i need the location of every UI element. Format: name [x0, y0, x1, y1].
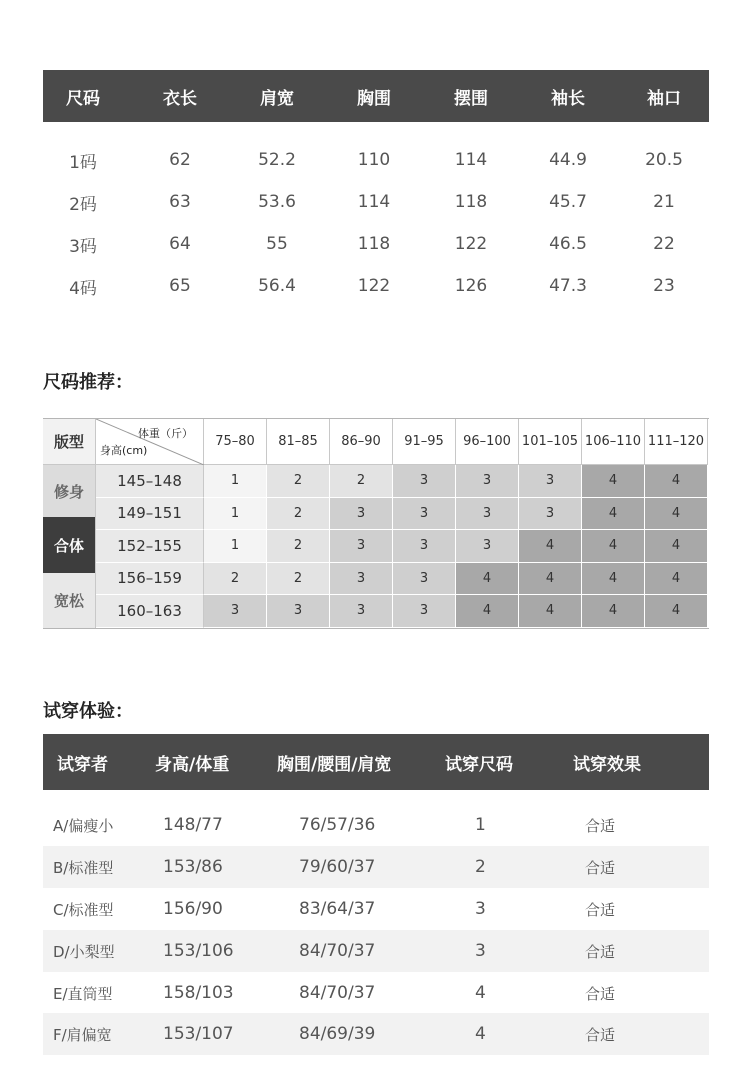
- tryon-table-header: [43, 734, 709, 790]
- height-range-label: 160–163: [96, 595, 204, 628]
- tryon-cell: 76/57/36: [299, 815, 376, 835]
- recommended-size-cell: 4: [645, 595, 708, 628]
- tryon-cell: 79/60/37: [299, 857, 376, 877]
- tryon-row: [43, 1013, 709, 1055]
- recommended-size-cell: 4: [519, 595, 582, 628]
- size-cell: 55: [266, 234, 288, 254]
- size-recommendation-grid: [43, 418, 709, 629]
- fit-type-label: 修身: [43, 465, 96, 517]
- size-table-header: [43, 70, 709, 122]
- tryon-cell: D/小梨型: [53, 942, 115, 961]
- size-cell: 53.6: [258, 192, 296, 212]
- recommended-size-cell: 2: [330, 465, 393, 498]
- recommended-size-cell: 3: [330, 595, 393, 628]
- tryon-row: [43, 972, 709, 1014]
- tryon-header-cell: 胸围/腰围/肩宽: [277, 754, 392, 775]
- recommended-size-cell: 3: [330, 498, 393, 531]
- recommended-size-cell: 4: [645, 465, 708, 498]
- recommended-size-cell: 3: [519, 465, 582, 498]
- tryon-cell: 3: [475, 941, 486, 961]
- recommended-size-cell: 3: [393, 465, 456, 498]
- tryon-cell: 153/107: [163, 1024, 234, 1044]
- recommended-size-cell: 3: [204, 595, 267, 628]
- size-cell: 65: [169, 276, 191, 296]
- size-header-cell: 袖长: [551, 88, 585, 109]
- recommended-size-cell: 3: [456, 465, 519, 498]
- recommended-size-cell: 3: [456, 530, 519, 563]
- recommended-size-cell: 3: [519, 498, 582, 531]
- tryon-cell: 153/86: [163, 857, 223, 877]
- recommended-size-cell: 1: [204, 465, 267, 498]
- tryon-cell: F/肩偏宽: [53, 1025, 112, 1044]
- height-range-label: 149–151: [96, 498, 204, 531]
- tryon-cell: 84/69/39: [299, 1024, 376, 1044]
- recommended-size-cell: 3: [393, 530, 456, 563]
- recommended-size-cell: 4: [456, 563, 519, 596]
- tryon-cell: 合适: [585, 900, 616, 919]
- weight-range-header: 106–110: [582, 419, 645, 465]
- size-cell: 110: [357, 150, 391, 170]
- size-cell: 122: [454, 234, 488, 254]
- size-cell: 2码: [69, 194, 97, 215]
- recommended-size-cell: 3: [456, 498, 519, 531]
- size-header-cell: 袖口: [647, 88, 681, 109]
- tryon-cell: B/标准型: [53, 858, 114, 877]
- height-label: 身高(cm): [100, 444, 148, 457]
- recommended-size-cell: 4: [582, 465, 645, 498]
- size-header-cell: 胸围: [357, 88, 391, 109]
- fit-type-label: 合体: [43, 517, 96, 573]
- size-cell: 1码: [69, 152, 97, 173]
- size-row: [43, 139, 709, 181]
- size-row: [43, 223, 709, 265]
- weight-height-corner: [96, 419, 204, 465]
- tryon-cell: A/偏瘦小: [53, 816, 114, 835]
- size-cell: 114: [357, 192, 391, 212]
- size-cell: 47.3: [549, 276, 587, 296]
- height-range-label: 145–148: [96, 465, 204, 498]
- recommended-size-cell: 4: [645, 498, 708, 531]
- recommended-size-cell: 4: [582, 563, 645, 596]
- size-cell: 63: [169, 192, 191, 212]
- recommended-size-cell: 3: [330, 530, 393, 563]
- weight-label: 体重（斤）: [138, 427, 193, 440]
- tryon-cell: 84/70/37: [299, 941, 376, 961]
- tryon-cell: 合适: [585, 942, 616, 961]
- recommended-size-cell: 2: [204, 563, 267, 596]
- tryon-row: [43, 888, 709, 930]
- recommended-size-cell: 4: [519, 530, 582, 563]
- size-header-cell: 尺码: [66, 88, 100, 109]
- recommended-size-cell: 3: [330, 563, 393, 596]
- size-cell: 126: [454, 276, 488, 296]
- tryon-header-cell: 试穿尺码: [445, 754, 513, 775]
- recommended-size-cell: 4: [645, 530, 708, 563]
- size-cell: 4码: [69, 278, 97, 299]
- weight-range-header: 91–95: [393, 419, 456, 465]
- weight-range-header: 101–105: [519, 419, 582, 465]
- height-range-label: 156–159: [96, 563, 204, 596]
- fit-type-label: 宽松: [43, 573, 96, 628]
- size-cell: 20.5: [645, 150, 683, 170]
- tryon-cell: C/标准型: [53, 900, 114, 919]
- size-cell: 64: [169, 234, 191, 254]
- size-cell: 122: [357, 276, 391, 296]
- size-cell: 52.2: [258, 150, 296, 170]
- recommended-size-cell: 1: [204, 530, 267, 563]
- tryon-cell: 148/77: [163, 815, 223, 835]
- recommended-size-cell: 4: [582, 498, 645, 531]
- size-header-cell: 摆围: [454, 88, 488, 109]
- tryon-cell: 3: [475, 899, 486, 919]
- recommended-size-cell: 2: [267, 465, 330, 498]
- weight-range-header: 81–85: [267, 419, 330, 465]
- tryon-cell: E/直筒型: [53, 984, 113, 1003]
- size-cell: 23: [653, 276, 675, 296]
- tryon-row: [43, 804, 709, 846]
- height-range-label: 152–155: [96, 530, 204, 563]
- tryon-cell: 1: [475, 815, 486, 835]
- tryon-header-cell: 身高/体重: [155, 754, 230, 775]
- tryon-cell: 158/103: [163, 983, 234, 1003]
- tryon-cell: 83/64/37: [299, 899, 376, 919]
- tryon-title: 试穿体验：: [43, 701, 133, 722]
- size-cell: 3码: [69, 236, 97, 257]
- tryon-cell: 2: [475, 857, 486, 877]
- size-cell: 62: [169, 150, 191, 170]
- recommended-size-cell: 2: [267, 563, 330, 596]
- size-header-cell: 衣长: [163, 88, 197, 109]
- tryon-cell: 4: [475, 983, 486, 1003]
- tryon-cell: 合适: [585, 984, 616, 1003]
- recommendation-title: 尺码推荐：: [43, 372, 133, 393]
- tryon-row: [43, 846, 709, 888]
- tryon-cell: 合适: [585, 858, 616, 877]
- size-cell: 56.4: [258, 276, 296, 296]
- size-row: [43, 265, 709, 307]
- recommended-size-cell: 1: [204, 498, 267, 531]
- recommended-size-cell: 3: [267, 595, 330, 628]
- size-cell: 118: [357, 234, 391, 254]
- recommended-size-cell: 4: [582, 595, 645, 628]
- recommended-size-cell: 4: [456, 595, 519, 628]
- size-cell: 45.7: [549, 192, 587, 212]
- recommended-size-cell: 4: [519, 563, 582, 596]
- fit-type-header: 版型: [43, 419, 96, 465]
- recommended-size-cell: 4: [645, 563, 708, 596]
- weight-range-header: 75–80: [204, 419, 267, 465]
- size-header-cell: 肩宽: [260, 88, 294, 109]
- recommended-size-cell: 3: [393, 498, 456, 531]
- size-cell: 21: [653, 192, 675, 212]
- tryon-cell: 4: [475, 1024, 486, 1044]
- weight-range-header: 111–120: [645, 419, 708, 465]
- tryon-cell: 84/70/37: [299, 983, 376, 1003]
- size-cell: 118: [454, 192, 488, 212]
- recommended-size-cell: 2: [267, 498, 330, 531]
- recommended-size-cell: 3: [393, 563, 456, 596]
- size-cell: 114: [454, 150, 488, 170]
- size-cell: 44.9: [549, 150, 587, 170]
- size-cell: 22: [653, 234, 675, 254]
- tryon-cell: 156/90: [163, 899, 223, 919]
- weight-range-header: 96–100: [456, 419, 519, 465]
- tryon-header-cell: 试穿者: [57, 754, 108, 775]
- weight-range-header: 86–90: [330, 419, 393, 465]
- recommended-size-cell: 4: [582, 530, 645, 563]
- size-cell: 46.5: [549, 234, 587, 254]
- recommended-size-cell: 3: [393, 595, 456, 628]
- tryon-cell: 合适: [585, 1025, 616, 1044]
- tryon-cell: 合适: [585, 816, 616, 835]
- tryon-cell: 153/106: [163, 941, 234, 961]
- recommended-size-cell: 2: [267, 530, 330, 563]
- size-row: [43, 181, 709, 223]
- tryon-row: [43, 930, 709, 972]
- tryon-header-cell: 试穿效果: [573, 754, 641, 775]
